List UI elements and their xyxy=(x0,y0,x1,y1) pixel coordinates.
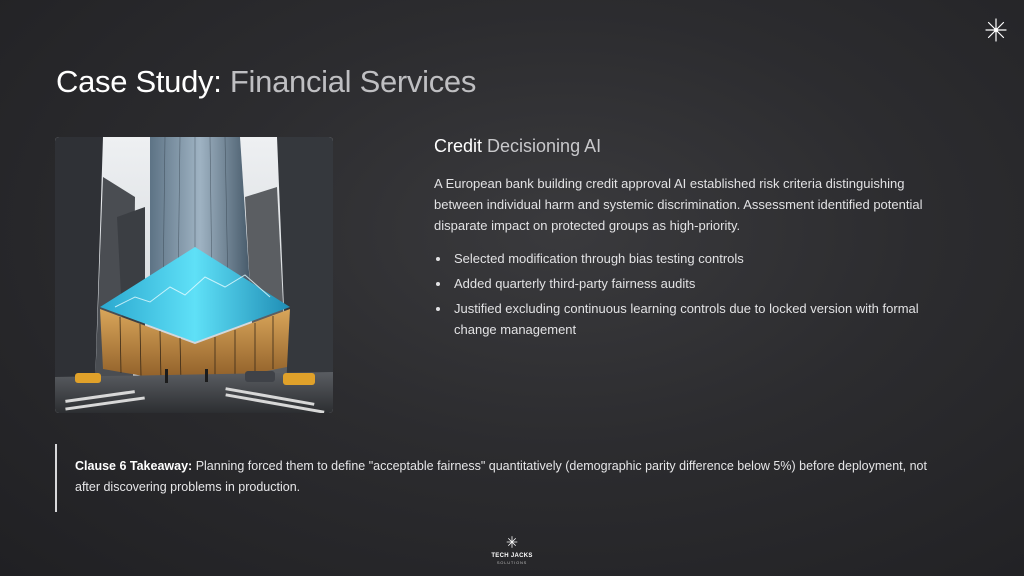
action-list xyxy=(434,248,954,340)
page-title xyxy=(56,64,476,100)
takeaway-callout xyxy=(55,444,955,512)
list-item: Selected modification through bias testing controls xyxy=(434,248,954,269)
footer-brand-sub: SOLUTIONS xyxy=(496,560,528,565)
case-description: A European bank building credit approval AI established risk criteria distinguishing between individual harm and systemic discrimination. Assessment identified potential disparate impact on protected groups as high-priority. xyxy=(434,176,923,233)
footer-star-icon xyxy=(506,536,518,548)
section-heading xyxy=(434,136,954,157)
title-main: Case Study: xyxy=(56,64,222,99)
case-content xyxy=(434,136,954,344)
title-muted: Financial Services xyxy=(229,64,477,99)
star-logo-icon xyxy=(984,18,1008,42)
takeaway-label: Clause 6 Takeaway: xyxy=(75,459,193,473)
tech-jacks-logo xyxy=(486,535,538,563)
heading-main: Credit xyxy=(434,136,483,156)
list-item: Added quarterly third-party fairness audits xyxy=(434,273,954,294)
footer-brand: TECH JACKS xyxy=(491,553,533,559)
heading-muted: Decisioning AI xyxy=(487,136,602,156)
takeaway-text xyxy=(75,456,955,498)
bank-building-photo xyxy=(55,137,333,413)
takeaway-body: Planning forced them to define "acceptable fairness" quantitatively (demographic parity difference below 5%) before deployment, not after discovering problems in production. xyxy=(75,459,927,494)
list-item: Justified excluding continuous learning controls due to locked version with formal change management xyxy=(434,298,954,340)
